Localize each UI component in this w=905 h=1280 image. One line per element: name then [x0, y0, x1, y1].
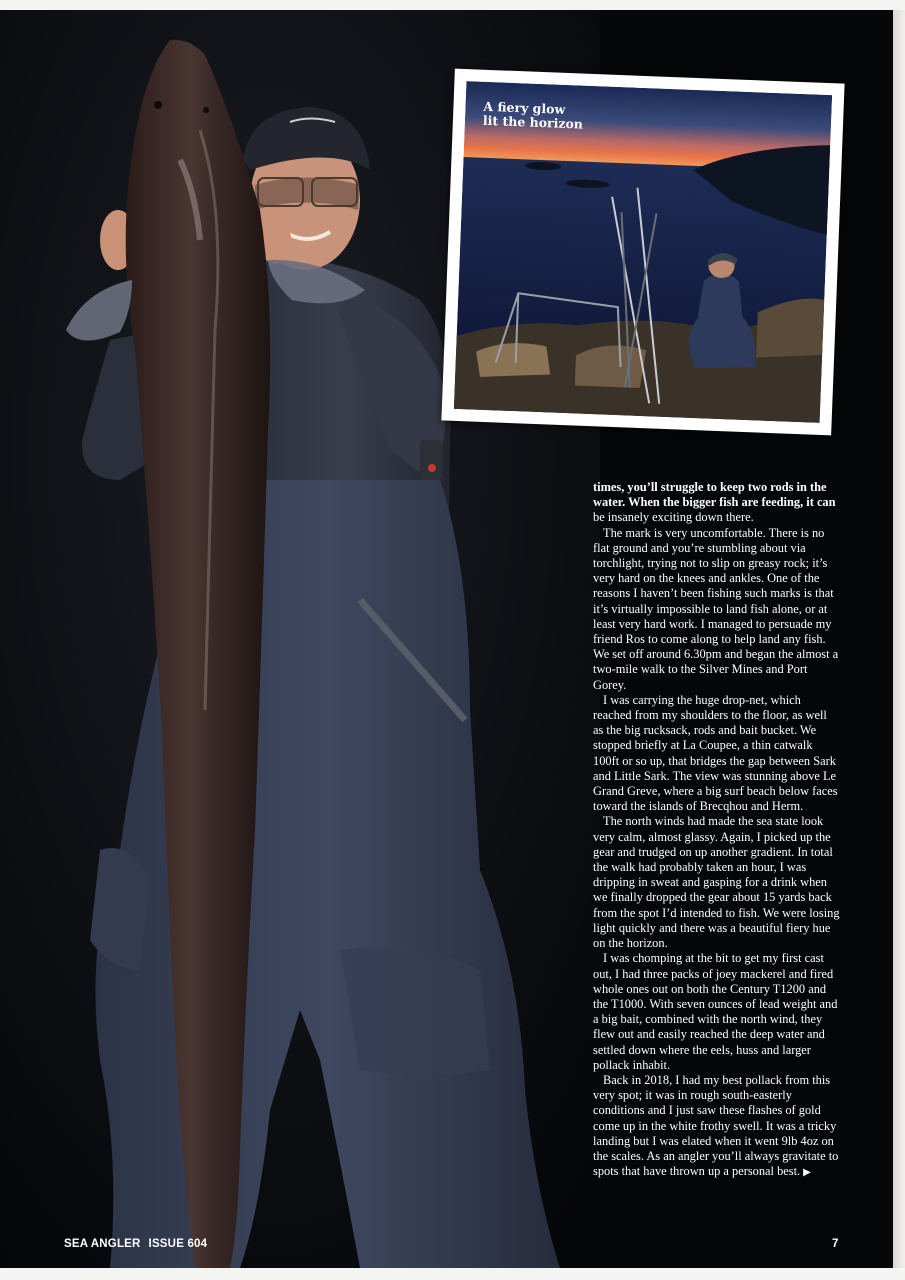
paragraph-5: I was chomping at the bit to get my first cast out, I had three packs of joey mackerel and fired whole ones out on both the Century T1200 and the T1000. With seven ounces of lead weight and a big bait, combined with the north wind, they flew out and easily reached the deep water and settled down where the eels, huss and larger pollack inhabit.: [593, 951, 838, 1072]
paragraph-1-rest: be insanely exciting down there.: [593, 510, 754, 525]
issue-number: ISSUE 604: [148, 1238, 208, 1250]
paragraph-3: I was carrying the huge drop-net, which reached from my shoulders to the floor, as well as the big rucksack, rods and bait bucket. We stopped briefly at La Coupee, a thin catwalk 100ft or so up, that bridges the gap between Sark and Little Sark. The view was stunning above Le Grand Greve, where a big surf beach below faces toward the islands of Brecqhou and Herm.: [593, 692, 838, 814]
inset-caption: [483, 100, 594, 132]
inset-caption-line1: A fiery glow: [483, 98, 566, 117]
article-body: [593, 480, 840, 1180]
paragraph-4: The north winds had made the sea state look very calm, almost glassy. Again, I picked up the gear and trudged on up another gradient. In total the walk had probably taken an hour, I was dripping in sweat and gasping for a drink when we finally dropped the gear about 15 yards back from the spot I’d intended to fish. We were losing light quickly and there was a beautiful fiery hue on the horizon.: [593, 814, 840, 951]
triangle-right-icon: ▶: [803, 1167, 811, 1179]
page-edge-shadow: [893, 10, 905, 1268]
magazine-name: SEA ANGLER: [64, 1238, 141, 1250]
paragraph-1: [593, 480, 840, 526]
paragraph-6: [593, 1073, 840, 1180]
magazine-page: [0, 10, 893, 1268]
page-footer: [64, 1238, 207, 1250]
paragraph-6-text: Back in 2018, I had my best pollack from this very spot; it was in rough south-easterly conditions and I just saw these flashes of gold come up in the white frothy swell. It was a tricky landing but I was elated when it went 9lb 4oz on the scales. As an angler you’ll always gravitate to spots that have thrown up a personal best.: [593, 1072, 839, 1179]
lead-in-text: times, you’ll struggle to keep two rods in the water. When the bigger fish are feeding, it can: [593, 480, 836, 510]
paragraph-2: The mark is very uncomfortable. There is no flat ground and you’re stumbling about via torchlight, trying not to slip on greasy rock; it’s very hard on the knees and ankles. One of the reasons I haven’t been fishing such marks is that it’s virtually impossible to land fish alone, or at least very hard work. I managed to persuade my friend Ros to come along to help land any fish. We set off around 6.30pm and began the almost a two-mile walk to the Silver Mines and Port Gorey.: [593, 525, 839, 692]
inset-caption-line2: lit the horizon: [482, 112, 584, 132]
inset-photo-sunset-fishing: [441, 69, 844, 436]
page-number: 7: [832, 1238, 839, 1250]
